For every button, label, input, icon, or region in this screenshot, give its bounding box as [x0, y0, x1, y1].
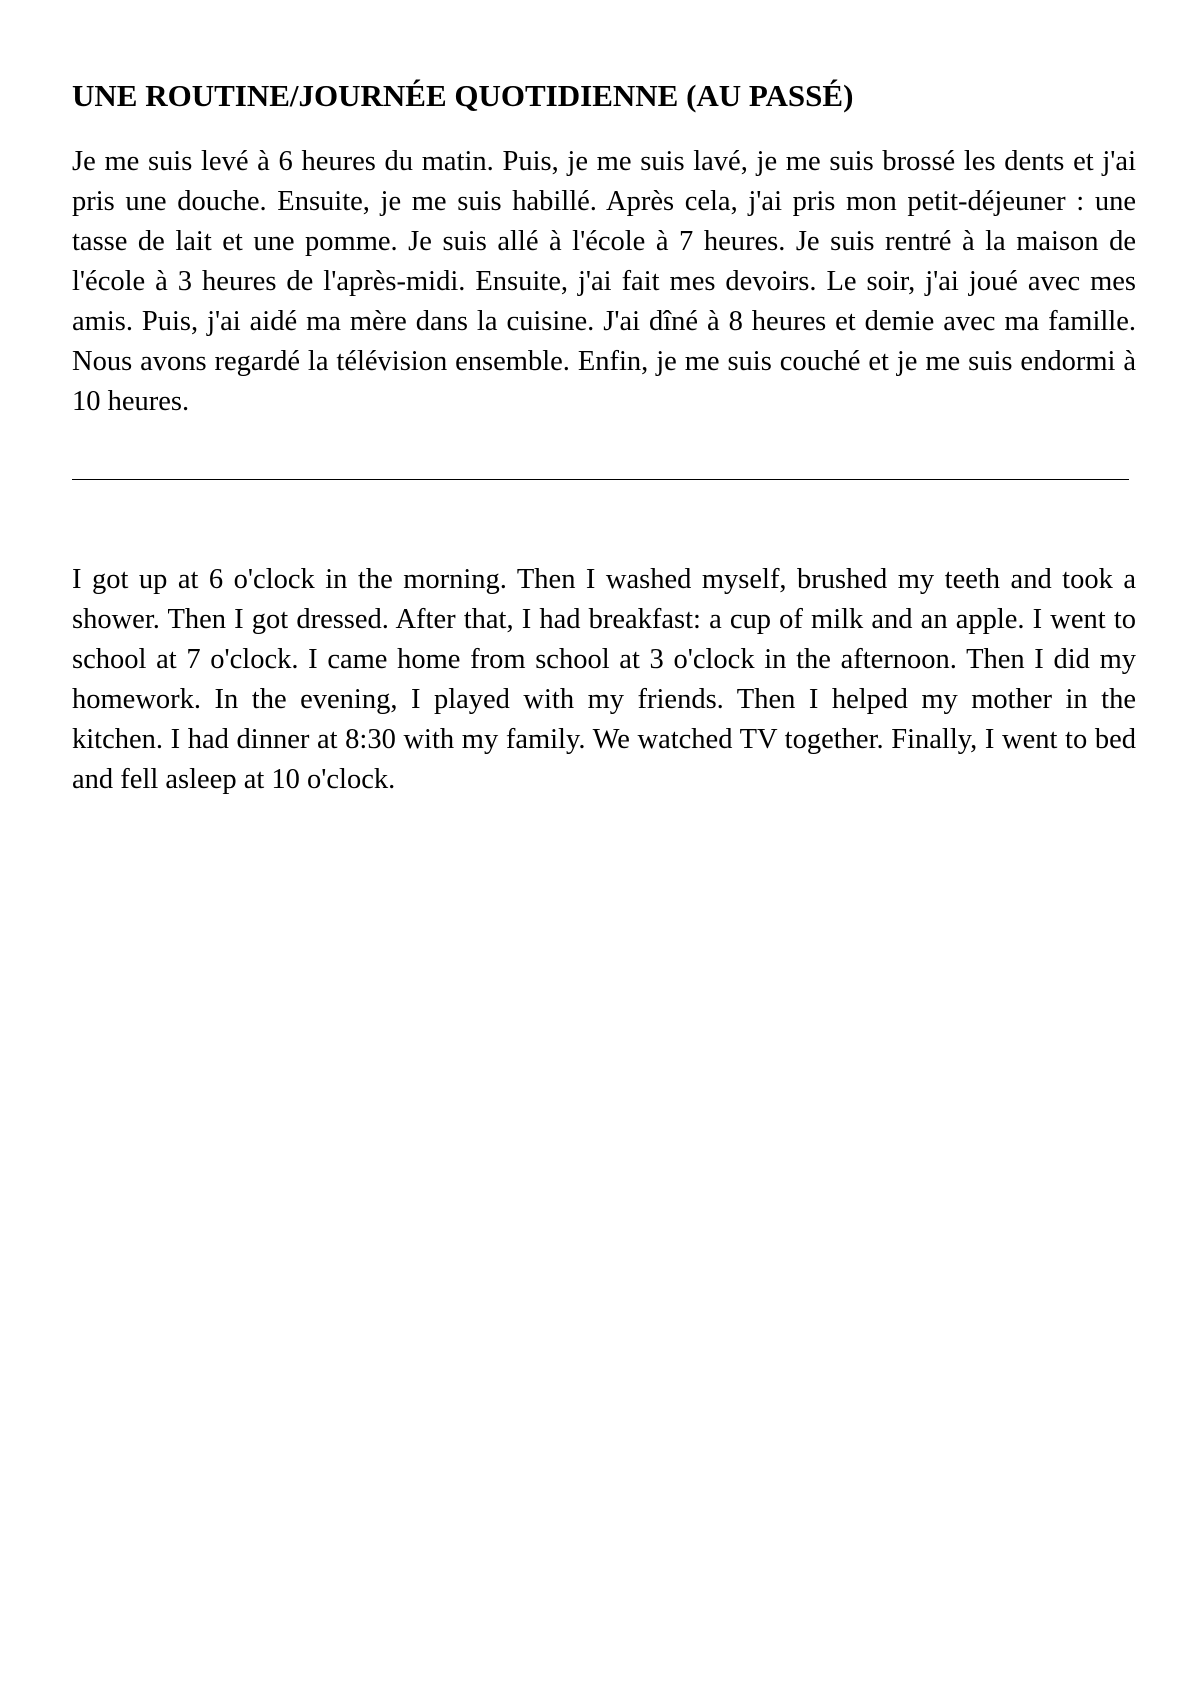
english-paragraph: I got up at 6 o'clock in the morning. Then I washed myself, brushed my teeth and took a shower. Then I got dressed. After that, I had breakfast: a cup of milk and an apple. I went to school at 7 o'clock. I came home from school at 3 o'clock in the afternoon. Then I did my homework. In the evening, I played with my friends. Then I helped my mother in the kitchen. I had dinner at 8:30 with my family. We watched TV together. Finally, I went to bed and fell asleep at 10 o'clock. [72, 564, 1136, 795]
separator-line [72, 479, 1129, 480]
french-paragraph: Je me suis levé à 6 heures du matin. Puis, je me suis lavé, je me suis brossé les dents et j'ai pris une douche. Ensuite, je me suis habillé. Après cela, j'ai pris mon petit-déjeuner : une tasse de lait et une pomme. Je suis allé à l'école à 7 heures. Je suis rentré à la maison de l'école à 3 heures de l'après-midi. Ensuite, j'ai fait mes devoirs. Le soir, j'ai joué avec mes amis. Puis, j'ai aidé ma mère dans la cuisine. J'ai dîné à 8 heures et demie avec ma famille. Nous avons regardé la télévision ensemble. Enfin, je me suis couché et je me suis endormi à 10 heures. [72, 146, 1136, 417]
document-title: UNE ROUTINE/JOURNÉE QUOTIDIENNE (AU PASSÉ) [72, 78, 854, 113]
